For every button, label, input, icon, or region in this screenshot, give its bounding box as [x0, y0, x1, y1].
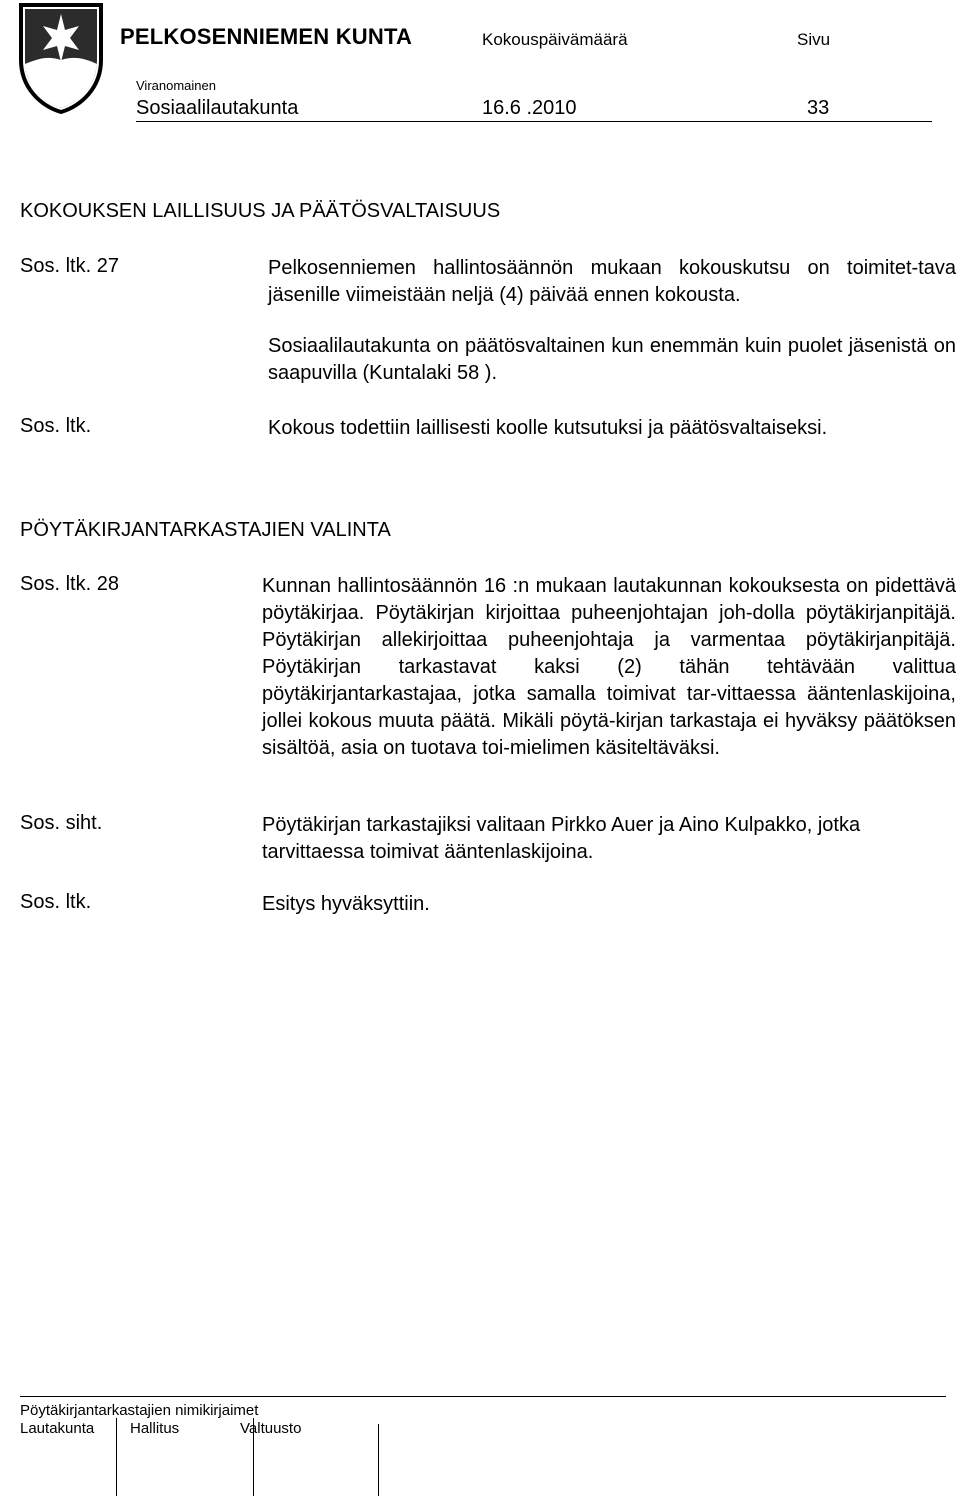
proposal-label: Sos. siht.: [20, 812, 103, 834]
signatures-label: Pöytäkirjantarkastajien nimikirjaimet: [20, 1402, 259, 1419]
section-title-legality: KOKOUKSEN LAILLISUUS JA PÄÄTÖSVALTAISUUS: [20, 200, 501, 222]
header-rule: [136, 121, 932, 122]
column-hallitus: Hallitus: [130, 1420, 180, 1437]
section-label: Sos. ltk. 28: [20, 573, 119, 595]
page-number: 33: [807, 97, 830, 119]
authority-value: Sosiaalilautakunta: [136, 97, 299, 119]
decision-text: Esitys hyväksyttiin.: [262, 893, 430, 915]
organization-name: PELKOSENNIEMEN KUNTA: [120, 24, 413, 49]
section-title-inspectors: PÖYTÄKIRJANTARKASTAJIEN VALINTA: [20, 519, 391, 541]
column-lautakunta: Lautakunta: [20, 1420, 95, 1437]
decision-text: Kokous todettiin laillisesti koolle kutsutuksi ja päätösvaltaiseksi.: [268, 417, 828, 439]
signature-divider: [378, 1424, 379, 1496]
meeting-date: 16.6 .2010: [482, 97, 577, 119]
footer-rule: [20, 1396, 946, 1397]
signature-divider: [116, 1418, 117, 1496]
coat-of-arms-icon: [18, 2, 104, 114]
paragraph: Pelkosenniemen hallintosäännön mukaan kokouskutsu on toimitet-tava jäsenille viimeistään neljä (4) päivää ennen kokousta.: [268, 257, 956, 306]
paragraph: Kunnan hallintosäännön 16 :n mukaan lautakunnan kokouksesta on pidettävä pöytäkirjaa. Pöytäkirjan kirjoittaa puheenjohtajan joh-dolla pöytäkirjanpitäjä. Pöytäkirjan allekirjoittaa puheenjohtaja ja varmentaa pöytäkirjanpitäjä. Pöytäkirjan tarkastavat kaksi (2) tähän tehtävään valittua pöytäkirjantarkastajaa, jotka samalla toimivat tar-vittaessa ääntenlaskijoina, jollei kokous muuta päätä. Mikäli pöytä-kirjan tarkastaja ei hyväksy päätöksen sisältöä, asia on tuotava toi-mielimen käsiteltäväksi.: [262, 575, 956, 759]
section-label: Sos. ltk. 27: [20, 255, 119, 277]
authority-label: Viranomainen: [136, 78, 216, 93]
decision-label: Sos. ltk.: [20, 415, 92, 437]
proposal-text: Pöytäkirjan tarkastajiksi valitaan Pirkko Auer ja Aino Kulpakko, jotka tarvittaessa toimivat ääntenlaskijoina.: [262, 814, 861, 863]
date-label: Kokouspäivämäärä: [482, 30, 628, 49]
paragraph: Sosiaalilautakunta on päätösvaltainen kun enemmän kuin puolet jäsenistä on saapuvilla (Kuntalaki 58 ).: [268, 335, 956, 384]
column-valtuusto: Valtuusto: [240, 1420, 302, 1437]
signature-divider: [253, 1418, 254, 1496]
page-label: Sivu: [797, 30, 831, 49]
decision-label: Sos. ltk.: [20, 891, 92, 913]
